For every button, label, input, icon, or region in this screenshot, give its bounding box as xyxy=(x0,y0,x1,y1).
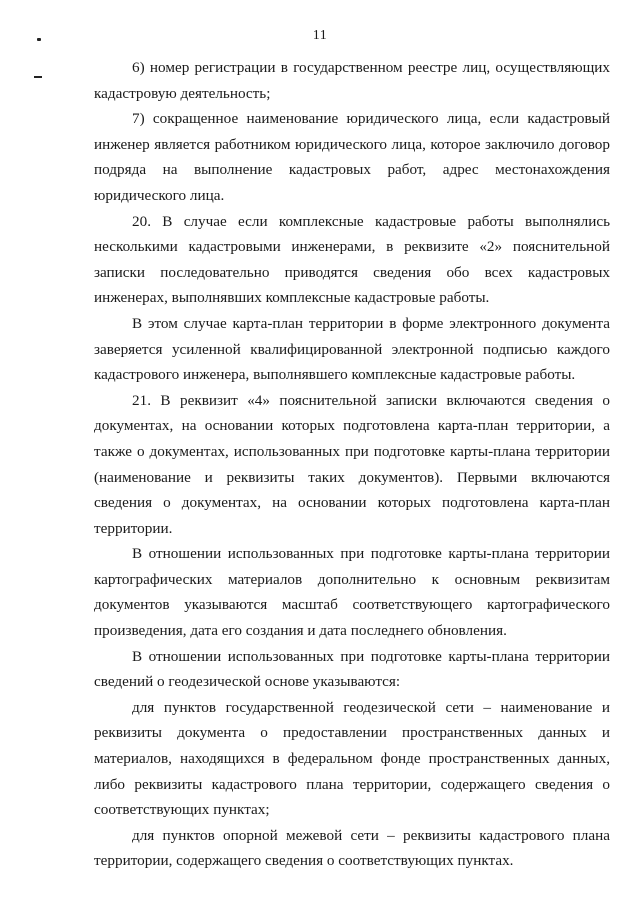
paragraph-item-6-registration-number: 6) номер регистрации в государственном реестре лиц, осуществляющих кадастровую деятельность; xyxy=(94,59,610,102)
paragraph-cartographic-materials: В отношении использованных при подготовке карты-плана территории картографических материалов дополнительно к основным реквизитам документов указываются масштаб соответствующего картографического произведения, дата его создания и дата последнего обновления. xyxy=(94,545,610,640)
page-number: 11 xyxy=(312,28,328,43)
paragraph-clause-20: 20. В случае если комплексные кадастровые работы выполнялись несколькими кадастровыми инженерами, в реквизите «2» пояснительной записки последовательно приводятся сведения обо всех кадастровых инженерах, выполнявших комплексные кадастровые работы. xyxy=(94,212,610,307)
document-body xyxy=(94,55,610,874)
paragraph-clause-21: 21. В реквизит «4» пояснительной записки включаются сведения о документах, на основании которых подготовлена карта-план территории, а также о документах, использованных при подготовке карты-плана территории (наименование и реквизиты таких документов). Первыми включаются сведения о документах, на основании которых подготовлена карта-план территории. xyxy=(94,391,610,537)
paragraph-geodetic-basis: В отношении использованных при подготовке карты-плана территории сведений о геодезической основе указываются: xyxy=(94,647,610,691)
paragraph-electronic-signature: В этом случае карта-план территории в форме электронного документа заверяется усиленной квалифицированной электронной подписью каждого кадастрового инженера, выполнявшего комплексные кадастровые работы. xyxy=(94,314,610,384)
margin-mark-dash xyxy=(34,76,42,78)
paragraph-item-7-legal-entity-name: 7) сокращенное наименование юридического лица, если кадастровый инженер является работником юридического лица, которое заключило договор подряда на выполнение кадастровых работ, адрес местонахождения юридического лица. xyxy=(94,110,610,204)
paragraph-reference-boundary-network: для пунктов опорной межевой сети – реквизиты кадастрового плана территории, содержащего сведения о соответствующих пунктах. xyxy=(94,826,610,870)
paragraph-state-geodetic-network: для пунктов государственной геодезической сети – наименование и реквизиты документа о предоставлении пространственных данных и материалов, находящихся в федеральном фонде пространственных данных, либо реквизиты кадастрового плана территории, содержащего сведения о соответствующих пунктах; xyxy=(94,698,610,819)
